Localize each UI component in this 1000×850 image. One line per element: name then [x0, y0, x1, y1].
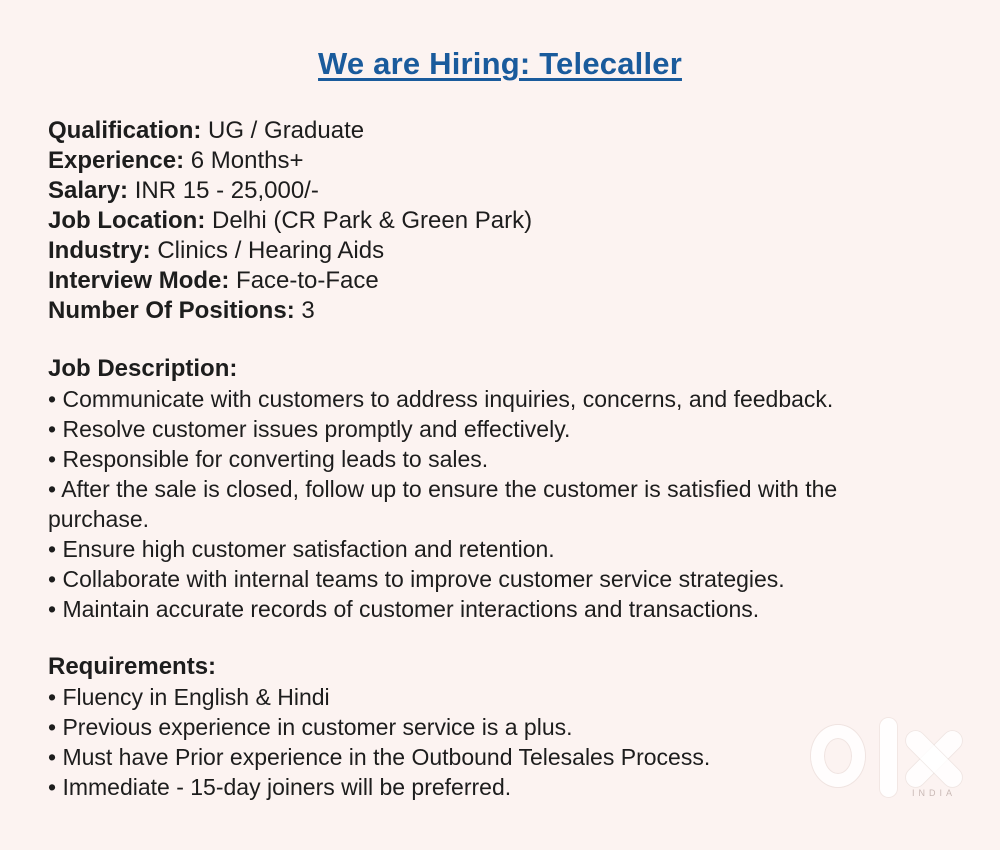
detail-row-qualification: [48, 116, 920, 146]
requirements-heading: Requirements:: [48, 653, 217, 680]
detail-label: Experience:: [48, 147, 185, 174]
detail-label: Salary:: [48, 177, 129, 204]
bullet-marker: •: [48, 476, 57, 502]
bullet-marker: •: [48, 386, 57, 412]
bullet-text: Resolve customer issues promptly and effectively.: [62, 416, 571, 442]
requirement-item: [48, 712, 920, 742]
bullet-marker: •: [48, 446, 57, 472]
bullet-text: Maintain accurate records of customer interactions and transactions.: [62, 596, 760, 622]
bullet-marker: •: [48, 596, 57, 622]
bullet-text: Fluency in English & Hindi: [62, 684, 330, 710]
requirement-item: [48, 742, 920, 772]
job-description-item: [48, 384, 920, 414]
job-description-item: [48, 534, 920, 564]
requirements-list: [48, 682, 920, 802]
detail-row-job-location: [48, 206, 920, 236]
bullet-text: Ensure high customer satisfaction and retention.: [62, 536, 555, 562]
detail-row-industry: [48, 236, 920, 266]
bullet-marker: •: [48, 714, 57, 740]
bullet-marker: •: [48, 416, 57, 442]
bullet-text: Must have Prior experience in the Outbound Telesales Process.: [62, 744, 711, 770]
detail-row-positions: [48, 296, 920, 326]
detail-label: Industry:: [48, 237, 151, 264]
bullet-text: After the sale is closed, follow up to ensure the customer is satisfied with the purchase.: [48, 476, 838, 532]
olx-x-icon: [903, 730, 965, 788]
olx-l-icon: [880, 718, 897, 797]
detail-label: Interview Mode:: [48, 267, 230, 294]
detail-row-interview-mode: [48, 266, 920, 296]
detail-value: Delhi (CR Park & Green Park): [212, 207, 533, 234]
olx-watermark: [810, 714, 980, 814]
job-details-block: [48, 116, 920, 326]
requirement-item: [48, 682, 920, 712]
detail-label: Qualification:: [48, 117, 202, 144]
detail-value: UG / Graduate: [208, 117, 365, 144]
detail-value: INR 15 - 25,000/-: [134, 177, 319, 204]
olx-o-icon: [811, 725, 865, 787]
job-description-item: [48, 474, 920, 534]
bullet-marker: •: [48, 684, 57, 710]
detail-value: 6 Months+: [190, 147, 304, 174]
bullet-text: Communicate with customers to address inquiries, concerns, and feedback.: [62, 386, 834, 412]
requirement-item: [48, 772, 920, 802]
bullet-marker: •: [48, 744, 57, 770]
job-description-list: [48, 384, 920, 624]
job-description-item: [48, 564, 920, 594]
bullet-marker: •: [48, 566, 57, 592]
bullet-marker: •: [48, 774, 57, 800]
detail-label: Job Location:: [48, 207, 206, 234]
detail-row-salary: [48, 176, 920, 206]
bullet-marker: •: [48, 536, 57, 562]
detail-value: Face-to-Face: [236, 267, 379, 294]
bullet-text: Responsible for converting leads to sales.: [62, 446, 489, 472]
job-description-heading: Job Description:: [48, 355, 238, 382]
bullet-text: Previous experience in customer service is a plus.: [62, 714, 573, 740]
detail-value: Clinics / Hearing Aids: [157, 237, 385, 264]
bullet-text: Collaborate with internal teams to improve customer service strategies.: [62, 566, 785, 592]
detail-row-experience: [48, 146, 920, 176]
bullet-text: Immediate - 15-day joiners will be preferred.: [62, 774, 512, 800]
detail-value: 3: [301, 297, 315, 324]
olx-india-label: INDIA: [912, 788, 957, 798]
job-description-item: [48, 444, 920, 474]
page-title: We are Hiring: Telecaller: [318, 46, 682, 81]
detail-label: Number Of Positions:: [48, 297, 295, 324]
job-description-item: [48, 594, 920, 624]
job-ad-body: [48, 116, 920, 802]
job-description-item: [48, 414, 920, 444]
